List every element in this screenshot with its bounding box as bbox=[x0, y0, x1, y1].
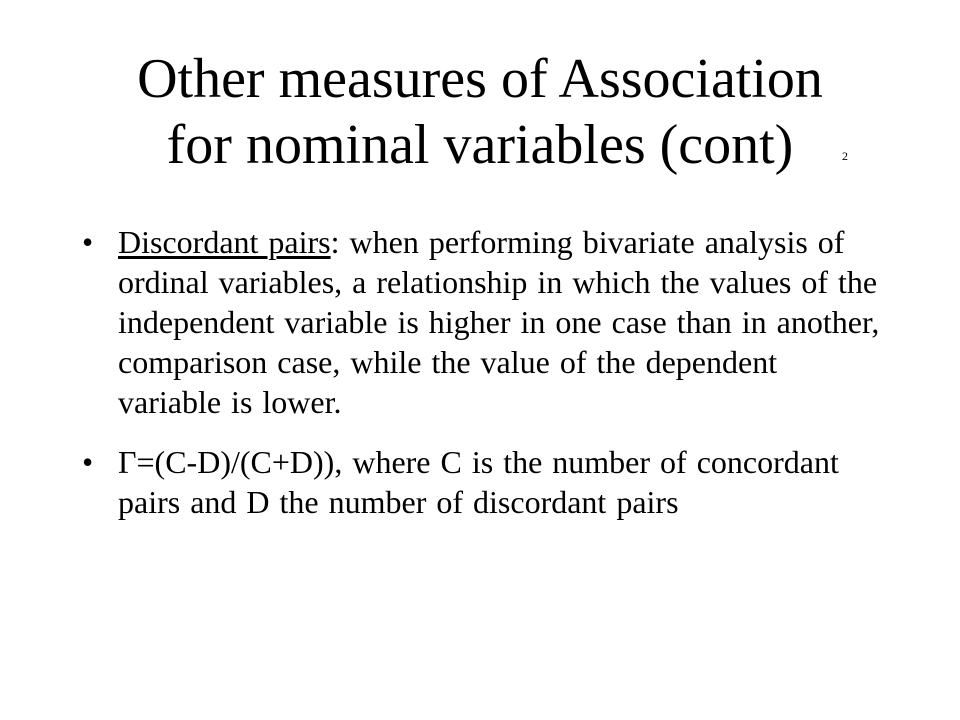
slide-title bbox=[60, 46, 900, 178]
bullet-marker: • bbox=[82, 444, 94, 480]
definition-text: : when performing bivariate analysis of ordinal variables, a relationship in which the values of the independent variable is higher in one case than in another, comparison case, while the value of the dependent variable is lower. bbox=[118, 224, 880, 420]
bullet-text bbox=[118, 222, 880, 422]
title-line-1: Other measures of Association bbox=[137, 48, 823, 110]
bullet-gamma-formula bbox=[80, 442, 880, 522]
bullet-discordant-pairs bbox=[80, 222, 880, 422]
defined-term: Discordant pairs bbox=[118, 224, 331, 260]
title-line-2: for nominal variables (cont) bbox=[166, 114, 794, 176]
formula-text: Γ=(C-D)/(C+D)), where C is the number of concordant pairs and D the number of discordant pairs bbox=[118, 444, 839, 520]
bullet-marker: • bbox=[82, 224, 94, 260]
bullet-list bbox=[80, 222, 880, 522]
slide-number: 2 bbox=[842, 149, 848, 163]
